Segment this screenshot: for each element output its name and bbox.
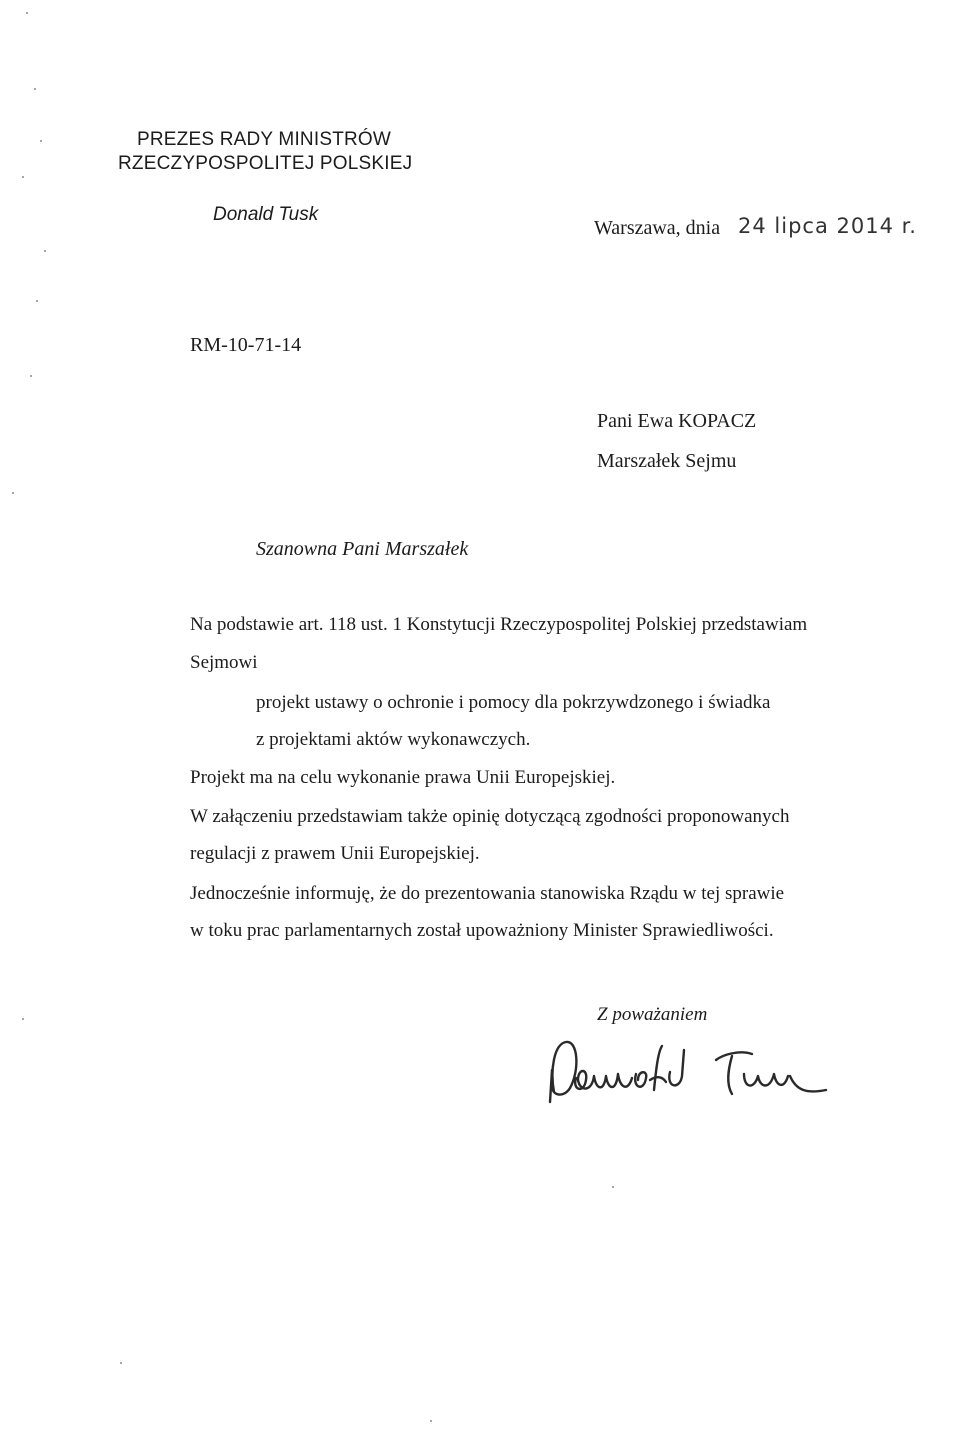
scan-speck — [120, 1362, 122, 1364]
scan-speck — [40, 140, 42, 142]
handwritten-date: 24 lipca 2014 r. — [738, 214, 917, 238]
scan-speck — [36, 300, 38, 302]
reference-number: RM-10-71-14 — [190, 334, 302, 356]
signature-image — [540, 1030, 830, 1115]
paragraph-1-line-1: Na podstawie art. 118 ust. 1 Konstytucji Rzeczypospolitej Polskiej przedstawiam — [190, 614, 808, 635]
recipient-name: Pani Ewa KOPACZ — [597, 410, 757, 432]
author-name: Donald Tusk — [213, 204, 319, 225]
scan-speck — [34, 88, 36, 90]
scan-speck — [22, 1018, 24, 1020]
closing: Z poważaniem — [597, 1004, 708, 1025]
recipient-title: Marszałek Sejmu — [597, 450, 737, 472]
date-prefix: Warszawa, dnia — [594, 217, 721, 239]
scan-speck — [612, 1186, 614, 1188]
paragraph-2: Projekt ma na celu wykonanie prawa Unii Europejskiej. — [190, 767, 616, 788]
paragraph-3-line-2: regulacji z prawem Unii Europejskiej. — [190, 843, 480, 864]
scan-speck — [26, 12, 28, 14]
paragraph-1-line-2: Sejmowi — [190, 652, 258, 673]
scan-speck — [22, 176, 24, 178]
scan-speck — [430, 1420, 432, 1422]
salutation: Szanowna Pani Marszałek — [256, 538, 469, 560]
office-title-line1: PREZES RADY MINISTRÓW — [137, 129, 392, 150]
project-title-line-2: z projektami aktów wykonawczych. — [256, 729, 531, 750]
paragraph-3-line-1: W załączeniu przedstawiam także opinię dotyczącą zgodności proponowanych — [190, 806, 790, 827]
paragraph-4-line-1: Jednocześnie informuję, że do prezentowania stanowiska Rządu w tej sprawie — [190, 883, 785, 904]
office-title-line2: RZECZYPOSPOLITEJ POLSKIEJ — [118, 153, 413, 174]
scan-speck — [44, 250, 46, 252]
scan-speck — [12, 492, 14, 494]
paragraph-4-line-2: w toku prac parlamentarnych został upoważniony Minister Sprawiedliwości. — [190, 920, 774, 941]
scan-speck — [30, 375, 32, 377]
project-title-line-1: projekt ustawy o ochronie i pomocy dla pokrzywdzonego i świadka — [256, 692, 771, 713]
